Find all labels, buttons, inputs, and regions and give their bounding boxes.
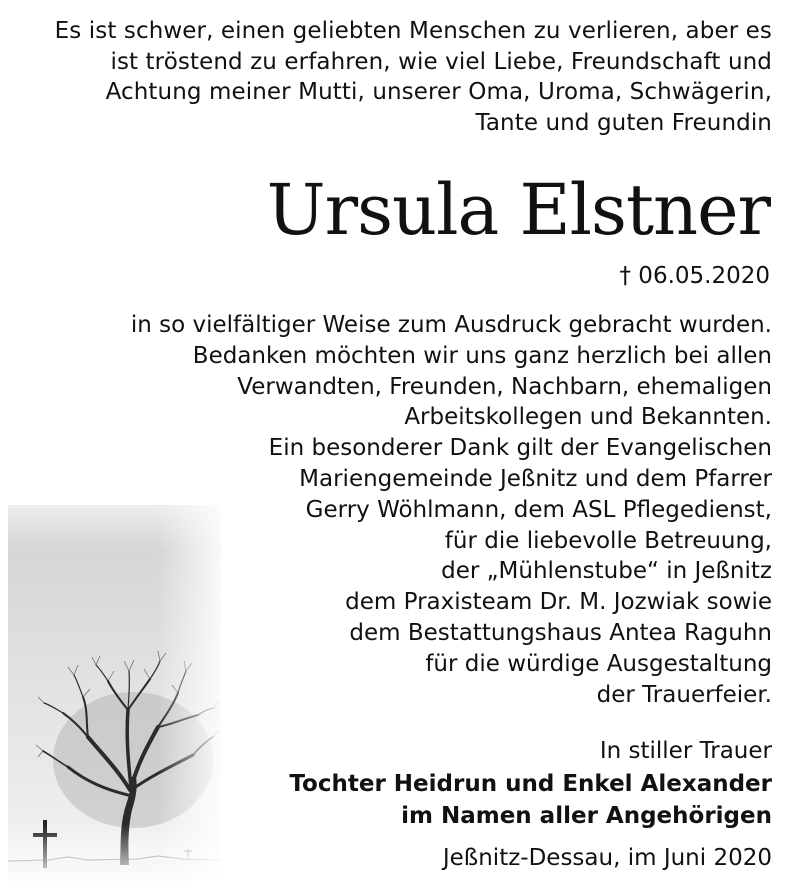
- body-line: Bedanken möchten wir uns ganz herzlich bei allen: [192, 342, 772, 369]
- body-line: dem Praxisteam Dr. M. Jozwiak sowie: [345, 589, 772, 616]
- intro-line: ist tröstend zu erfahren, wie viel Liebe, Freundschaft und: [110, 48, 772, 75]
- body-line: für die liebevolle Betreuung,: [444, 527, 772, 554]
- body-line: der „Mühlenstube“ in Jeßnitz: [441, 558, 772, 585]
- body-line: Ein besonderer Dank gilt der Evangelischen: [268, 435, 772, 462]
- body-line: Verwandten, Freunden, Nachbarn, ehemaligen: [237, 373, 772, 400]
- intro-line: Achtung meiner Mutti, unserer Oma, Uroma, Schwägerin,: [105, 79, 772, 105]
- body-line: der Trauerfeier.: [596, 681, 772, 708]
- death-date: † 06.05.2020: [619, 263, 770, 289]
- body-line: für die würdige Ausgestaltung: [425, 650, 772, 677]
- tree-with-cross-photo: [8, 505, 221, 881]
- signer-line: Tochter Heidrun und Enkel Alexander: [289, 770, 772, 797]
- body-line: Mariengemeinde Jeßnitz und dem Pfarrer: [299, 465, 772, 492]
- body-line: Gerry Wöhlmann, dem ASL Pflegedienst,: [305, 496, 772, 523]
- intro-line: Es ist schwer, einen geliebten Menschen zu verlieren, aber es: [54, 18, 772, 44]
- signer-line: im Namen aller Angehörigen: [401, 803, 772, 829]
- intro-text: [20, 16, 772, 138]
- body-line: Arbeitskollegen und Bekannten.: [404, 404, 772, 431]
- body-line: dem Bestattungshaus Antea Raguhn: [349, 619, 772, 646]
- deceased-name: Ursula Elstner: [266, 169, 770, 251]
- intro-line: Tante und guten Freundin: [475, 109, 772, 136]
- place-date: Jeßnitz-Dessau, im Juni 2020: [442, 844, 772, 871]
- body-line: in so vielfältiger Weise zum Ausdruck gebracht wurden.: [130, 312, 772, 338]
- signature-block: [200, 735, 772, 874]
- closing-text: In stiller Trauer: [599, 738, 772, 764]
